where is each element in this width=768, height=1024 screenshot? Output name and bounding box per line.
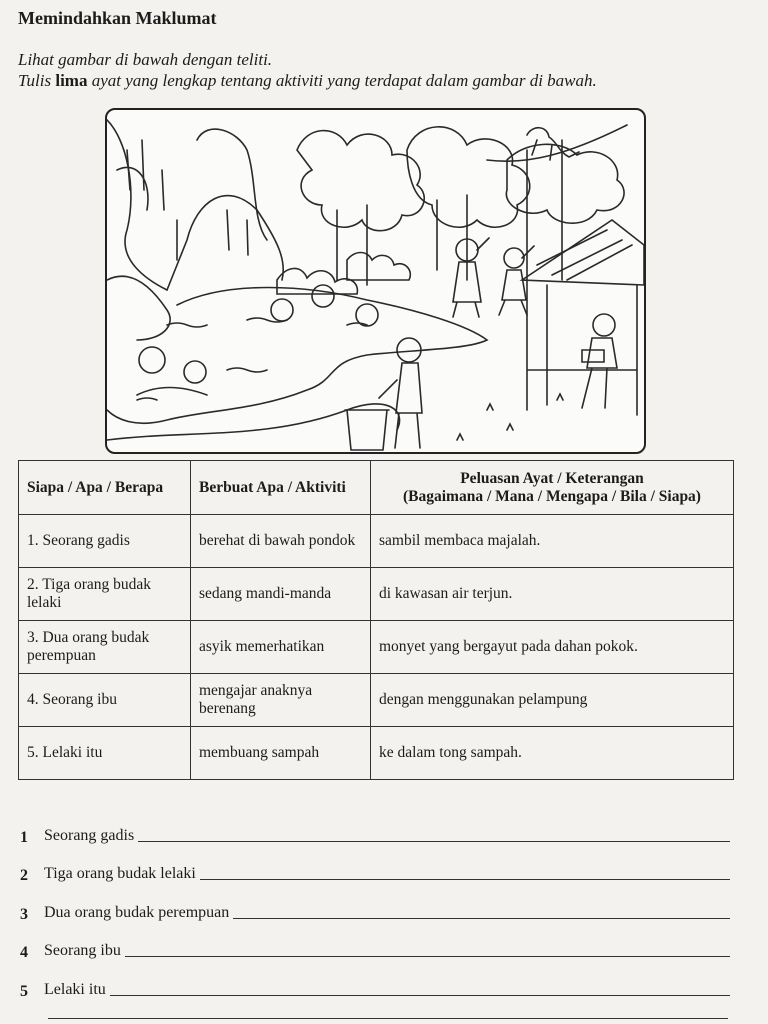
worksheet-title: Memindahkan Maklumat bbox=[18, 8, 217, 28]
activity-table bbox=[18, 460, 734, 780]
cell-activity: mengajar anaknya berenang bbox=[191, 674, 371, 727]
table-row bbox=[19, 515, 734, 568]
header-activity: Berbuat Apa / Aktiviti bbox=[191, 461, 371, 515]
boy-swimmer-1 bbox=[271, 299, 293, 321]
instruction-line-2 bbox=[18, 71, 597, 91]
cell-extension: ke dalam tong sampah. bbox=[371, 727, 734, 780]
cell-extension: monyet yang bergayut pada dahan pokok. bbox=[371, 621, 734, 674]
girl-reading bbox=[593, 314, 615, 336]
answer-blank[interactable] bbox=[138, 840, 730, 842]
answer-number: 3 bbox=[20, 905, 28, 923]
cell-extension: di kawasan air terjun. bbox=[371, 568, 734, 621]
answer-line[interactable] bbox=[20, 808, 730, 847]
answer-line[interactable] bbox=[20, 924, 730, 963]
instruction-bold-word: lima bbox=[55, 71, 88, 90]
answer-blank[interactable] bbox=[233, 917, 730, 919]
answer-prompt: Tiga orang budak lelaki bbox=[44, 865, 196, 882]
answer-number: 5 bbox=[20, 982, 28, 1000]
answer-blank[interactable] bbox=[110, 994, 730, 996]
answer-number: 1 bbox=[20, 828, 28, 846]
boy-swimmer-2 bbox=[312, 285, 334, 307]
cell-activity: berehat di bawah pondok bbox=[191, 515, 371, 568]
table-header-row bbox=[19, 461, 734, 515]
child-swimmer bbox=[184, 361, 206, 383]
cell-extension: sambil membaca majalah. bbox=[371, 515, 734, 568]
answer-prompt: Seorang ibu bbox=[44, 942, 121, 959]
answer-number: 2 bbox=[20, 867, 28, 884]
mother-swimmer bbox=[139, 347, 165, 373]
answer-prompt: Dua orang budak perempuan bbox=[44, 903, 230, 921]
answer-line[interactable] bbox=[20, 962, 730, 1001]
cell-activity: sedang mandi-manda bbox=[191, 568, 371, 621]
cell-activity: membuang sampah bbox=[191, 727, 371, 780]
cell-activity: asyik memerhatikan bbox=[191, 621, 371, 674]
answer-prompt: Seorang gadis bbox=[44, 826, 135, 844]
boy-swimmer-3 bbox=[356, 304, 378, 326]
answer-line[interactable] bbox=[20, 885, 730, 924]
girl-watching-2 bbox=[504, 248, 524, 268]
gazebo-roof bbox=[522, 220, 644, 285]
cell-who: 2. Tiga orang budak lelaki bbox=[19, 568, 191, 621]
answer-line[interactable] bbox=[20, 847, 730, 886]
cell-extension: dengan menggunakan pelampung bbox=[371, 674, 734, 727]
cell-who: 5. Lelaki itu bbox=[19, 727, 191, 780]
answer-extra-blank[interactable] bbox=[48, 1018, 728, 1019]
tree-foliage bbox=[297, 131, 424, 231]
answer-blank[interactable] bbox=[200, 878, 730, 880]
table-row bbox=[19, 674, 734, 727]
cell-who: 3. Dua orang budak perempuan bbox=[19, 621, 191, 674]
header-who: Siapa / Apa / Berapa bbox=[19, 461, 191, 515]
answer-blank[interactable] bbox=[125, 955, 730, 957]
table-row bbox=[19, 568, 734, 621]
header-extension-line1: Peluasan Ayat / Keterangan bbox=[460, 469, 644, 487]
answer-lines bbox=[20, 808, 730, 1001]
cell-who: 1. Seorang gadis bbox=[19, 515, 191, 568]
instruction-line-1: Lihat gambar di bawah dengan teliti. bbox=[18, 50, 273, 69]
illustration-svg bbox=[107, 110, 644, 452]
instruction-text: ayat yang lengkap tentang aktiviti yang terdapat dalam gambar di bawah. bbox=[87, 71, 597, 90]
header-extension-line2: (Bagaimana / Mana / Mengapa / Bila / Siapa) bbox=[403, 487, 701, 505]
cell-who: 4. Seorang ibu bbox=[19, 674, 191, 727]
table-row bbox=[19, 621, 734, 674]
table-row bbox=[19, 727, 734, 780]
trash-bin bbox=[345, 410, 389, 450]
header-extension bbox=[371, 461, 734, 515]
instruction-text: Tulis bbox=[18, 71, 56, 90]
waterfall-rocks bbox=[107, 120, 283, 290]
answer-prompt: Lelaki itu bbox=[44, 980, 106, 998]
park-illustration bbox=[105, 108, 646, 454]
answer-number: 4 bbox=[20, 944, 28, 961]
